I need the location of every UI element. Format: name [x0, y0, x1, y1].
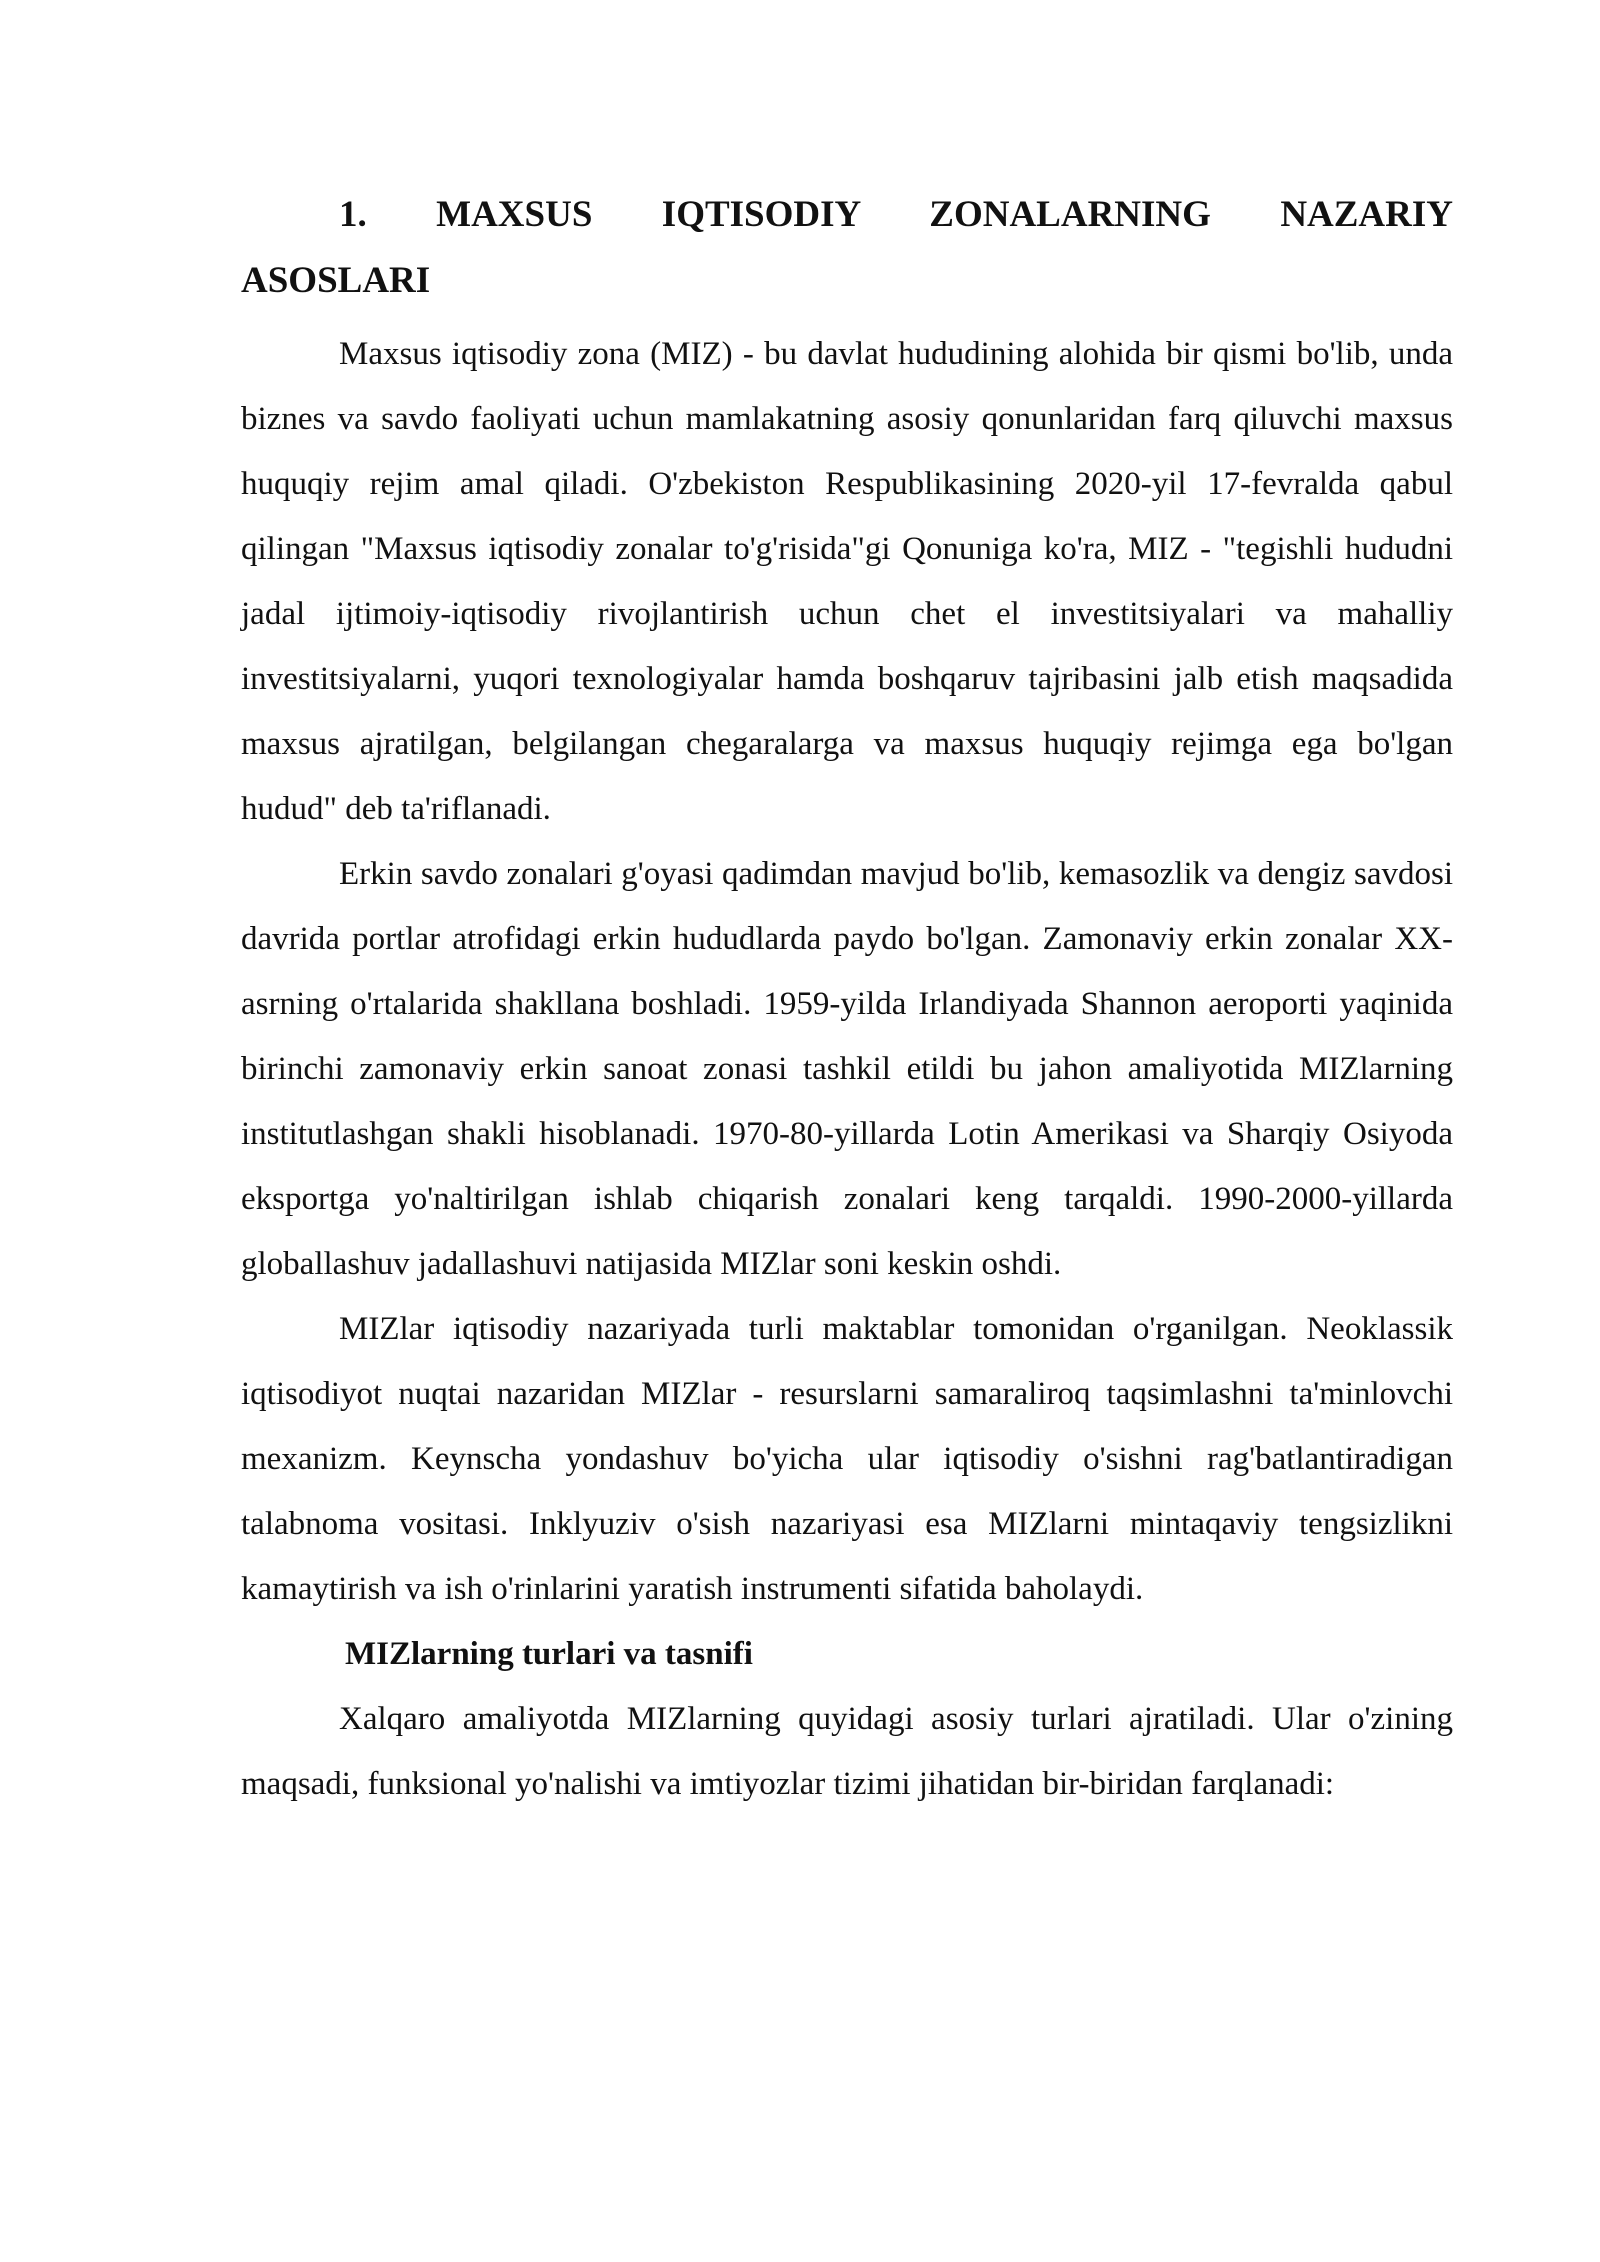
paragraph-miz-definition: Maxsus iqtisodiy zona (MIZ) - bu davlat hududining alohida bir qismi bo'lib, unda biznes va savdo faoliyati uchun mamlakatning asosiy qonunlaridan farq qiluvchi maxsus huquqiy rejim amal qiladi. O'zbekiston Respublikasining 2020-yil 17-fevralda qabul qilingan "Maxsus iqtisodiy zonalar to'g'risida"gi Qonuniga ko'ra, MIZ - "tegishli hududni jadal ijtimoiy-iqtisodiy rivojlantirish uchun chet el investitsiyalari va mahalliy investitsiyalarni, yuqori texnologiyalar hamda boshqaruv tajribasini jalb etish maqsadida maxsus ajratilgan, belgilangan chegaralarga va maxsus huquqiy rejimga ega bo'lgan hudud" deb ta'riflanadi. — [241, 336, 1453, 827]
document-body — [241, 182, 1453, 1817]
paragraph-economic-theory: MIZlar iqtisodiy nazariyada turli maktablar tomonidan o'rganilgan. Neoklassik iqtisodiyot nuqtai nazaridan MIZlar - resurslarni samaraliroq taqsimlashni ta'minlovchi mexanizm. Keynscha yondashuv bo'yicha ular iqtisodiy o'sishni rag'batlantiradigan talabnoma vositasi. Inklyuziv o'sish nazariyasi esa MIZlarni mintaqaviy tengsizlikni kamaytirish va ish o'rinlarini yaratish instrumenti sifatida baholaydi. — [241, 1311, 1453, 1607]
paragraph-miz-types-intro: Xalqaro amaliyotda MIZlarning quyidagi asosiy turlari ajratiladi. Ular o'zining maqsadi, funksional yo'nalishi va imtiyozlar tizimi jihatidan bir-biridan farqlanadi: — [241, 1701, 1453, 1802]
paragraph-free-zone-history: Erkin savdo zonalari g'oyasi qadimdan mavjud bo'lib, kemasozlik va dengiz savdosi davrida portlar atrofidagi erkin hududlarda paydo bo'lgan. Zamonaviy erkin zonalar XX-asrning o'rtalarida shakllana boshladi. 1959-yilda Irlandiyada Shannon aeroporti yaqinida birinchi zamonaviy erkin sanoat zonasi tashkil etildi bu jahon amaliyotida MIZlarning institutlashgan shakli hisoblanadi. 1970-80-yillarda Lotin Amerikasi va Sharqiy Osiyoda eksportga yo'naltirilgan ishlab chiqarish zonalari keng tarqaldi. 1990-2000-yillarda globallashuv jadallashuvi natijasida MIZlar soni keskin oshdi. — [241, 856, 1453, 1282]
section-subheading: MIZlarning turlari va tasnifi — [345, 1636, 753, 1672]
chapter-title: 1. MAXSUS IQTISODIY ZONALARNING NAZARIY ASOSLARI — [241, 194, 1453, 301]
